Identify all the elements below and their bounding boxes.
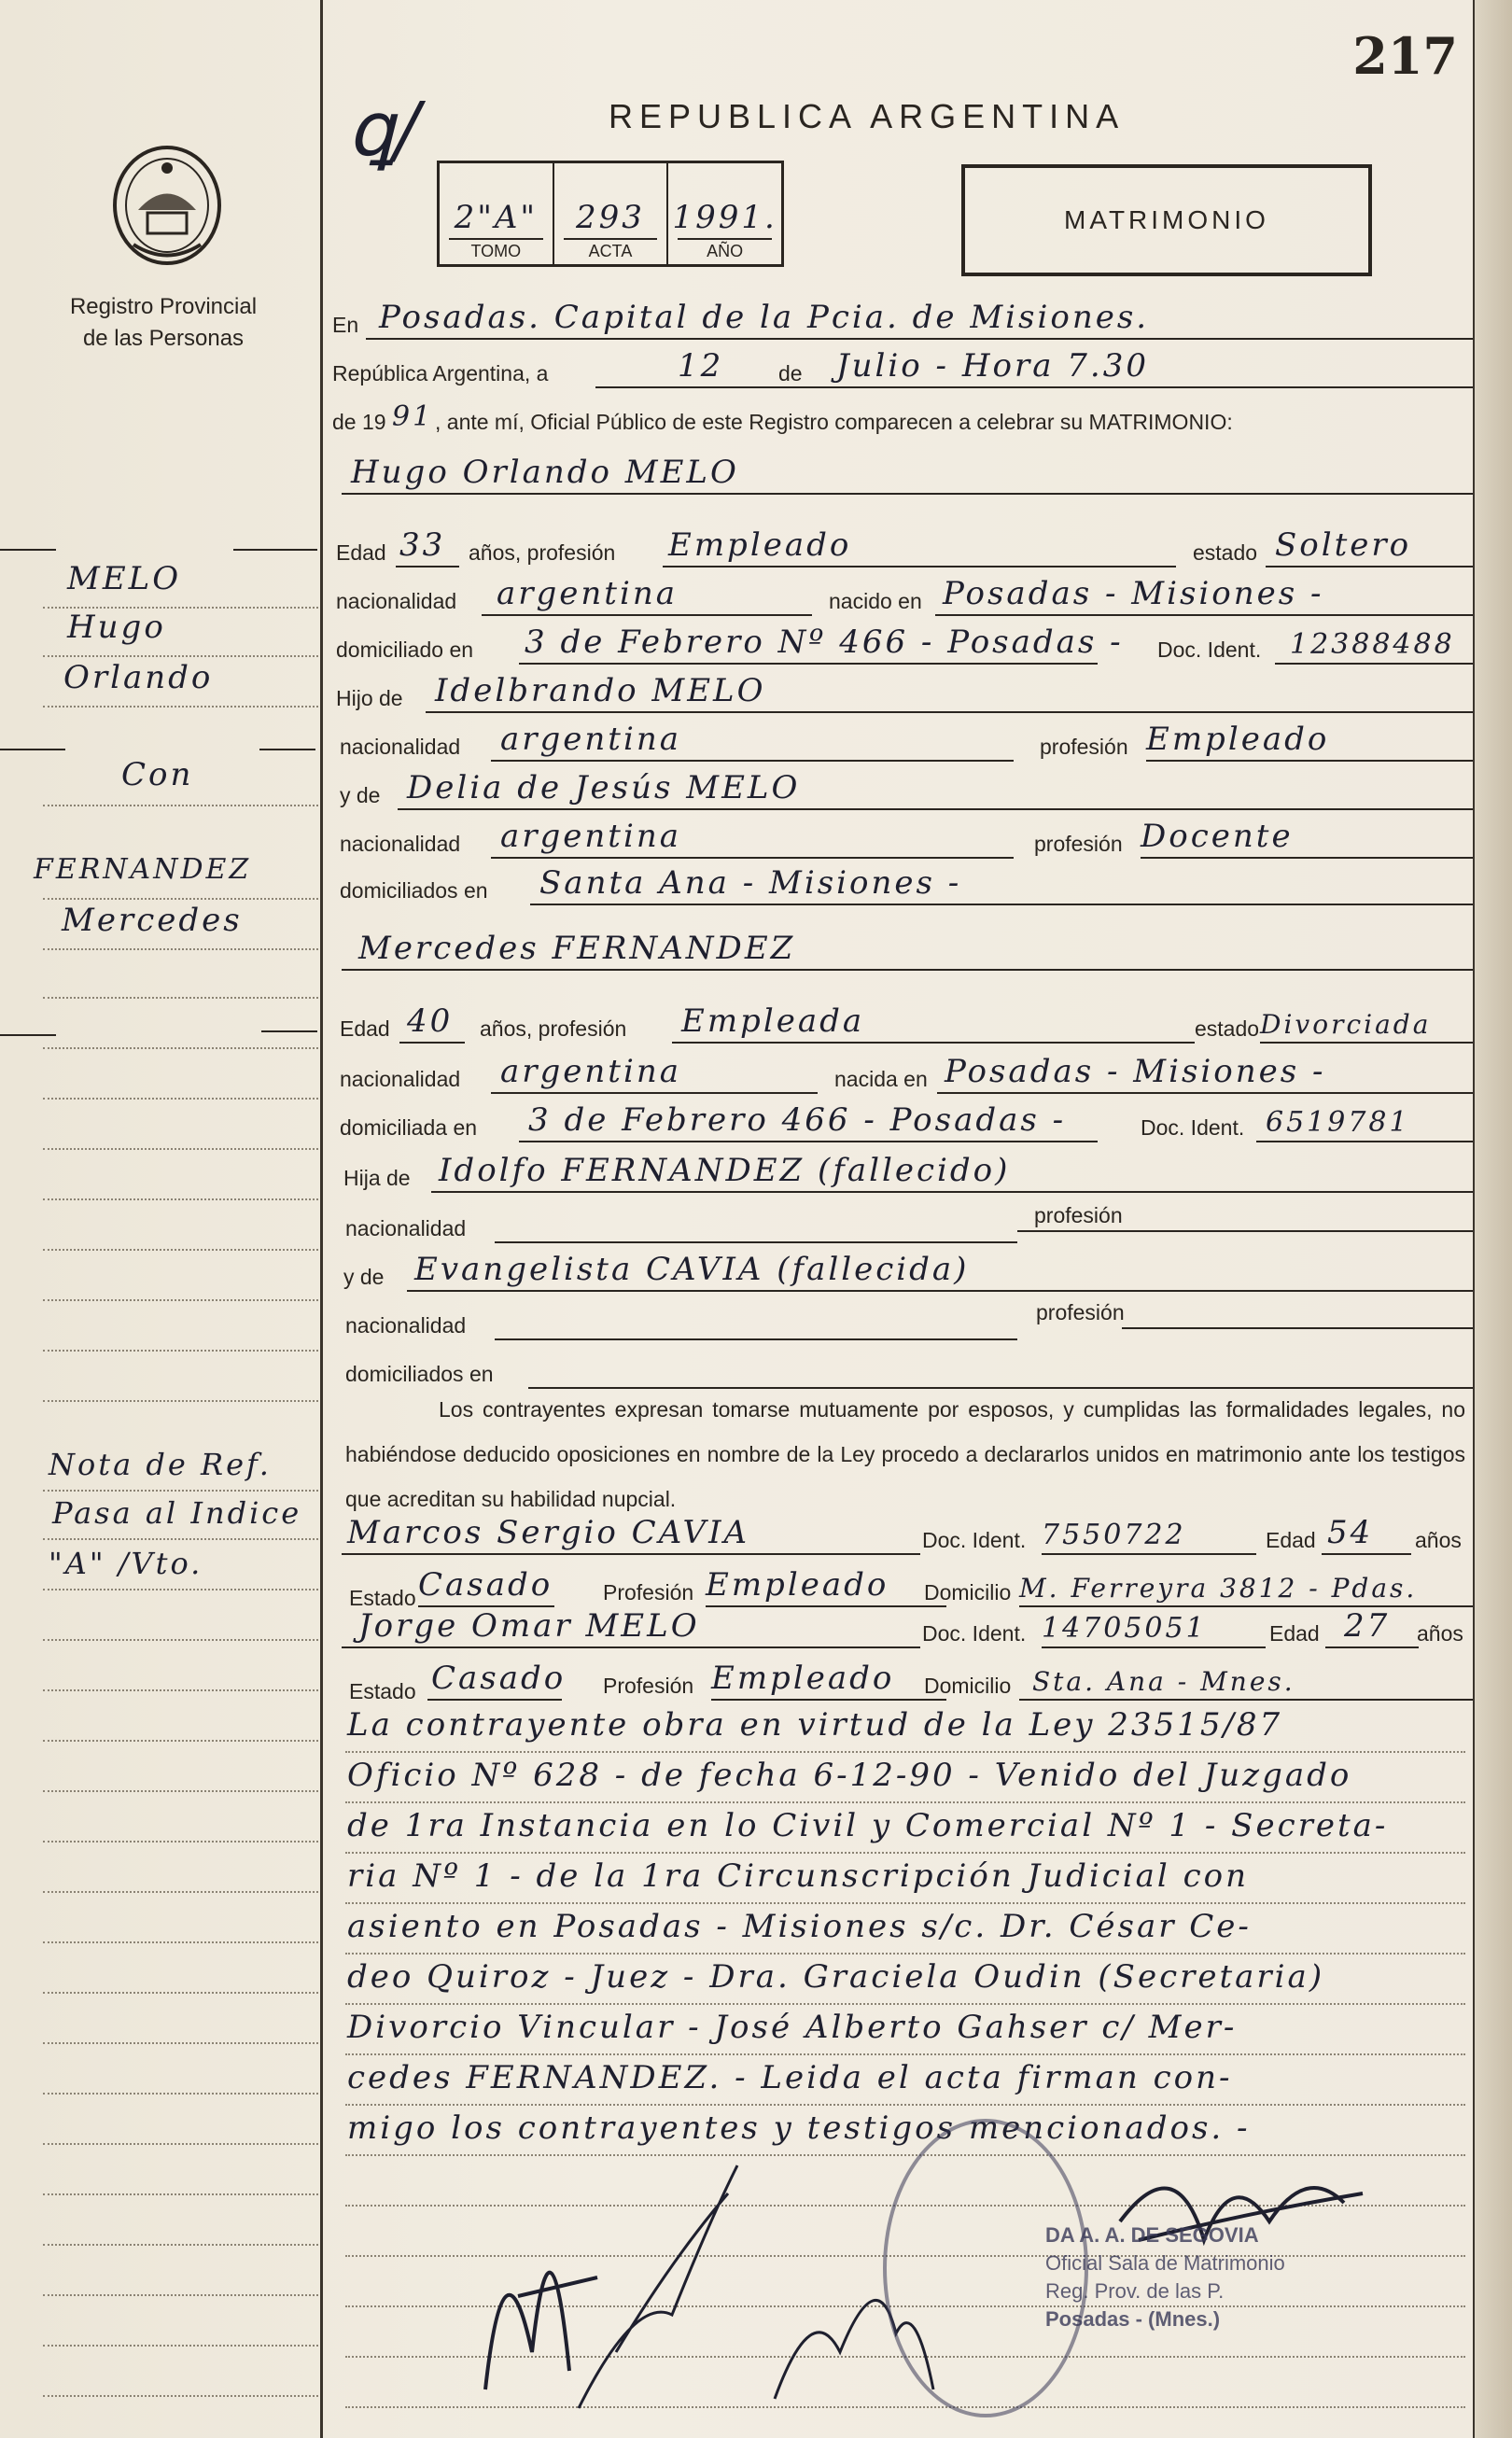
nacido-label: nacido en bbox=[829, 589, 922, 613]
acta-value: 293 bbox=[576, 199, 645, 236]
margin-surname: MELO bbox=[67, 560, 182, 597]
margin-ruling bbox=[43, 1992, 318, 1994]
ruled-line bbox=[345, 1751, 1465, 1753]
groom-birthplace: Posadas - Misiones - bbox=[943, 575, 1324, 612]
nacionalidad-label: nacionalidad bbox=[336, 589, 457, 613]
hija-label: Hija de bbox=[343, 1166, 411, 1190]
official-stamp bbox=[1045, 2221, 1409, 2333]
groom-father-row bbox=[332, 668, 1473, 717]
bride-y-de-label: y de bbox=[343, 1265, 385, 1289]
margin-dash bbox=[0, 549, 56, 551]
date-row bbox=[332, 343, 1473, 392]
ruled-line bbox=[345, 2003, 1465, 2005]
notes-line: Divorcio Vincular - José Alberto Gahser c/ Mer- bbox=[347, 2009, 1238, 2046]
acta-label: ACTA bbox=[588, 242, 633, 260]
record-type-box: MATRIMONIO bbox=[961, 164, 1372, 276]
witness2-domicilio-label: Domicilio bbox=[924, 1674, 1012, 1698]
day-value: 12 bbox=[678, 347, 724, 385]
margin-dash bbox=[0, 1034, 56, 1036]
mother-nac-label: nacionalidad bbox=[340, 832, 461, 856]
provincial-seal-icon bbox=[110, 140, 224, 266]
witness1-edad-label: Edad bbox=[1266, 1528, 1316, 1552]
margin-ruling bbox=[43, 2294, 318, 2296]
year-row bbox=[332, 392, 1473, 441]
en-label: En bbox=[332, 313, 359, 337]
groom-mother-details-row bbox=[332, 814, 1473, 862]
witness2-anios-label: años bbox=[1417, 1621, 1463, 1646]
bride-nationality: argentina bbox=[500, 1053, 682, 1090]
left-column bbox=[0, 0, 322, 2438]
groom-name: Hugo Orlando MELO bbox=[351, 454, 739, 491]
margin-ruling bbox=[43, 1047, 318, 1049]
margin-dash bbox=[261, 1030, 317, 1032]
margin-ruling bbox=[43, 1098, 318, 1100]
registro-line1: Registro Provincial bbox=[69, 294, 258, 319]
groom-mother: Delia de Jesús MELO bbox=[407, 769, 801, 806]
y-de-label: y de bbox=[340, 783, 381, 807]
groom-doc: 12388488 bbox=[1290, 628, 1455, 661]
groom-mother-row bbox=[332, 765, 1473, 814]
statement-text: , ante mí, Oficial Público de este Registro comparecen a celebrar su MATRIMONIO: bbox=[435, 410, 1233, 434]
bride-edad-label: Edad bbox=[340, 1016, 390, 1041]
bride-age: 40 bbox=[407, 1002, 454, 1040]
signature-bride bbox=[579, 2165, 737, 2408]
margin-dash bbox=[233, 549, 317, 551]
bride-nac-label: nacionalidad bbox=[340, 1067, 461, 1091]
bride-age-row bbox=[332, 999, 1473, 1047]
margin-ruling bbox=[43, 1538, 318, 1540]
groom-mother-nationality: argentina bbox=[500, 818, 682, 855]
anio-label: AÑO bbox=[707, 242, 744, 260]
margin-ruling bbox=[43, 1589, 318, 1590]
witness2-doc-label: Doc. Ident. bbox=[922, 1621, 1027, 1646]
bride-name-row bbox=[332, 926, 1473, 974]
margin-ruling bbox=[43, 2345, 318, 2347]
bride-name: Mercedes FERNANDEZ bbox=[358, 930, 796, 967]
witness1-name: Marcos Sergio CAVIA bbox=[347, 1514, 750, 1551]
country-title: REPUBLICA ARGENTINA bbox=[609, 97, 1126, 135]
bride-mother-details-row bbox=[332, 1296, 1473, 1344]
bride-parents-dom-label: domiciliados en bbox=[345, 1362, 494, 1386]
bride-mother-row bbox=[332, 1247, 1473, 1296]
margin-note-line2: Pasa al Indice bbox=[52, 1495, 302, 1531]
profesion-label: años, profesión bbox=[469, 540, 616, 565]
ruled-line bbox=[345, 1852, 1465, 1854]
stamp-line1: DA A. A. DE SEGOVIA bbox=[1045, 2223, 1259, 2247]
stamp-line2: Oficial Sala de Matrimonio bbox=[1045, 2251, 1285, 2275]
groom-profession: Empleado bbox=[668, 526, 852, 564]
margin-ruling bbox=[43, 1740, 318, 1742]
groom-name-row bbox=[332, 450, 1473, 498]
margin-ruling bbox=[43, 1400, 318, 1402]
mother-prof-label: profesión bbox=[1034, 832, 1123, 856]
witness2-details-row bbox=[332, 1656, 1473, 1704]
margin-ruling bbox=[43, 1841, 318, 1843]
notes-line: asiento en Posadas - Misiones s/c. Dr. César Ce- bbox=[347, 1908, 1252, 1945]
margin-ruling bbox=[43, 948, 318, 950]
margin-dash bbox=[0, 749, 65, 750]
witness2-row bbox=[332, 1604, 1473, 1652]
groom-mother-profession: Docente bbox=[1141, 818, 1294, 855]
margin-ruling bbox=[43, 2093, 318, 2095]
tomo-value: 2"A" bbox=[454, 199, 539, 236]
notes-line: La contrayente obra en virtud de la Ley 23515/87 bbox=[347, 1706, 1283, 1744]
bride-parents-address-row bbox=[332, 1344, 1473, 1393]
bride-nationality-row bbox=[332, 1049, 1473, 1098]
notes-line: de 1ra Instancia en lo Civil y Comercial Nº 1 - Secreta- bbox=[347, 1807, 1389, 1844]
bride-mother-nac-label: nacionalidad bbox=[345, 1313, 467, 1338]
registro-line2: de las Personas bbox=[82, 326, 245, 351]
ruled-line bbox=[345, 1953, 1465, 1955]
tomo-cell bbox=[440, 163, 554, 264]
groom-address: 3 de Febrero Nº 466 - Posadas - bbox=[525, 624, 1124, 661]
margin-ruling bbox=[43, 1249, 318, 1251]
margin-ruling bbox=[43, 1490, 318, 1492]
groom-status: Soltero bbox=[1275, 526, 1412, 564]
bride-father-nac-label: nacionalidad bbox=[345, 1216, 467, 1240]
margin-ruling bbox=[43, 997, 318, 999]
margin-ruling bbox=[43, 1689, 318, 1691]
nacida-label: nacida en bbox=[834, 1067, 928, 1091]
page-edge bbox=[1475, 0, 1512, 2438]
page-number: 217 bbox=[1352, 26, 1458, 86]
margin-note-line3: "A" /Vto. bbox=[49, 1546, 203, 1581]
margin-ruling bbox=[43, 2143, 318, 2145]
margin-ruling bbox=[43, 1639, 318, 1641]
declaration-paragraph: Los contrayentes expresan tomarse mutuamente por esposos, y cumplidas las formalidades legales, no habiéndose deducido oposiciones en nombre de la Ley procedo a declararlos unidos en matrimonio ante los testigos que acreditan su habilidad nupcial. bbox=[345, 1397, 1465, 1511]
bride-birthplace: Posadas - Misiones - bbox=[945, 1053, 1326, 1090]
witness1-profesion-label: Profesión bbox=[603, 1580, 694, 1604]
groom-address-row bbox=[332, 620, 1473, 668]
witness1-status: Casado bbox=[418, 1566, 553, 1604]
edad-label: Edad bbox=[336, 540, 386, 565]
margin-ruling bbox=[43, 706, 318, 708]
witness2-edad-label: Edad bbox=[1269, 1621, 1320, 1646]
year-prefix: de 19 bbox=[332, 410, 386, 434]
margin-ruling bbox=[43, 2193, 318, 2195]
margin-ruling bbox=[43, 1148, 318, 1150]
ruled-line bbox=[345, 2053, 1465, 2055]
bride-address: 3 de Febrero 466 - Posadas - bbox=[528, 1101, 1067, 1139]
groom-parents-address-row bbox=[332, 861, 1473, 909]
bride-estado-label: estado bbox=[1195, 1016, 1260, 1041]
bride-status: Divorciada bbox=[1260, 1009, 1432, 1040]
de-label: de bbox=[778, 361, 803, 385]
acta-cell bbox=[554, 163, 669, 264]
witness2-doc: 14705051 bbox=[1042, 1612, 1207, 1645]
stamp-line4: Posadas - (Mnes.) bbox=[1045, 2307, 1221, 2331]
tomo-acta-box bbox=[437, 161, 784, 267]
margin-ruling bbox=[43, 1299, 318, 1301]
bride-doc-label: Doc. Ident. bbox=[1141, 1115, 1245, 1140]
margin-ruling bbox=[43, 1350, 318, 1352]
anio-cell bbox=[668, 163, 781, 264]
month-time-value: Julio - Hora 7.30 bbox=[836, 347, 1150, 385]
groom-nationality: argentina bbox=[497, 575, 679, 612]
groom-age: 33 bbox=[399, 526, 446, 564]
witness1-address: M. Ferreyra 3812 - Pdas. bbox=[1019, 1573, 1418, 1604]
witness1-profession: Empleado bbox=[706, 1566, 889, 1604]
margin-middle-name: Orlando bbox=[63, 659, 214, 696]
year-suffix: 91 bbox=[392, 400, 434, 433]
margin-ruling bbox=[43, 1941, 318, 1943]
notes-line: Oficio Nº 628 - de fecha 6-12-90 - Venido del Juzgado bbox=[347, 1757, 1352, 1794]
bride-address-row bbox=[332, 1098, 1473, 1146]
place-value: Posadas. Capital de la Pcia. de Misiones. bbox=[379, 299, 1150, 336]
witness1-doc-label: Doc. Ident. bbox=[922, 1528, 1027, 1552]
stamp-line3: Reg. Prov. de las P. bbox=[1045, 2279, 1225, 2303]
witness2-profession: Empleado bbox=[711, 1660, 895, 1697]
bride-father-details-row bbox=[332, 1198, 1473, 1247]
witness1-estado-label: Estado bbox=[349, 1586, 416, 1610]
doc-label: Doc. Ident. bbox=[1157, 638, 1262, 662]
place-row bbox=[332, 295, 1473, 343]
groom-nationality-row bbox=[332, 571, 1473, 620]
margin-ruling bbox=[43, 898, 318, 900]
margin-ruling bbox=[43, 1891, 318, 1893]
notes-line: migo los contrayentes y testigos mencionados. - bbox=[347, 2109, 1251, 2147]
ruled-line bbox=[345, 1801, 1465, 1803]
margin-con: Con bbox=[121, 756, 194, 793]
groom-parents-address: Santa Ana - Misiones - bbox=[539, 864, 962, 902]
margin-dash bbox=[259, 749, 315, 750]
notes-line: cedes FERNANDEZ. - Leida el acta firman con- bbox=[347, 2059, 1233, 2096]
witness2-profesion-label: Profesión bbox=[603, 1674, 694, 1698]
bride-father: Idolfo FERNANDEZ (fallecido) bbox=[439, 1152, 1011, 1189]
ruled-line bbox=[345, 2104, 1465, 2106]
parents-dom-label: domiciliados en bbox=[340, 878, 488, 903]
signature-groom bbox=[485, 2273, 597, 2389]
notes-line: ria Nº 1 - de la 1ra Circunscripción Judicial con bbox=[347, 1857, 1249, 1895]
bride-father-row bbox=[332, 1148, 1473, 1197]
anio-value: 1991. bbox=[672, 199, 777, 236]
groom-father-profession: Empleado bbox=[1146, 721, 1330, 758]
ruled-line bbox=[345, 1902, 1465, 1904]
witness1-doc: 7550722 bbox=[1042, 1519, 1186, 1551]
witness2-age: 27 bbox=[1344, 1607, 1391, 1645]
margin-ruling bbox=[43, 1198, 318, 1200]
margin-ruling bbox=[43, 2244, 318, 2246]
witness2-name: Jorge Omar MELO bbox=[358, 1607, 700, 1645]
groom-father: Idelbrando MELO bbox=[435, 672, 766, 709]
notes-line: deo Quiroz - Juez - Dra. Graciela Oudin (Secretaria) bbox=[347, 1958, 1325, 1996]
margin-ruling bbox=[43, 655, 318, 657]
margin-ruling bbox=[43, 2395, 318, 2397]
groom-age-row bbox=[332, 523, 1473, 571]
republica-label: República Argentina, a bbox=[332, 361, 549, 385]
witness2-address: Sta. Ana - Mnes. bbox=[1032, 1666, 1295, 1697]
bride-mother-prof-label: profesión bbox=[1036, 1300, 1125, 1324]
domiciliada-label: domiciliada en bbox=[340, 1115, 478, 1140]
margin-ruling bbox=[43, 1790, 318, 1792]
margin-first-name: Hugo bbox=[67, 609, 166, 646]
tomo-label: TOMO bbox=[470, 242, 522, 260]
margin-bride-name: Mercedes bbox=[62, 902, 243, 939]
witness2-estado-label: Estado bbox=[349, 1679, 416, 1703]
bride-mother: Evangelista CAVIA (fallecida) bbox=[414, 1251, 970, 1288]
father-nac-label: nacionalidad bbox=[340, 735, 461, 759]
witness1-row bbox=[332, 1510, 1473, 1559]
domiciliado-label: domiciliado en bbox=[336, 638, 474, 662]
father-prof-label: profesión bbox=[1040, 735, 1128, 759]
margin-ruling bbox=[43, 2042, 318, 2044]
bride-father-prof-label: profesión bbox=[1034, 1203, 1123, 1227]
margin-bride-surname: FERNANDEZ bbox=[34, 853, 252, 886]
estado-label: estado bbox=[1193, 540, 1258, 565]
margin-note-line1: Nota de Ref. bbox=[49, 1447, 272, 1482]
bride-profesion-label: años, profesión bbox=[480, 1016, 627, 1041]
witness1-age: 54 bbox=[1327, 1514, 1374, 1551]
handwritten-mark: ꝗ/ bbox=[347, 86, 420, 173]
right-border bbox=[1473, 0, 1475, 2438]
hijo-label: Hijo de bbox=[336, 686, 403, 710]
bride-doc: 6519781 bbox=[1266, 1106, 1410, 1139]
groom-father-details-row bbox=[332, 717, 1473, 765]
bride-profession: Empleada bbox=[681, 1002, 865, 1040]
witness1-anios-label: años bbox=[1415, 1528, 1462, 1552]
witness2-status: Casado bbox=[431, 1660, 567, 1697]
witness1-domicilio-label: Domicilio bbox=[924, 1580, 1012, 1604]
groom-father-nationality: argentina bbox=[500, 721, 682, 758]
margin-ruling bbox=[43, 805, 318, 806]
